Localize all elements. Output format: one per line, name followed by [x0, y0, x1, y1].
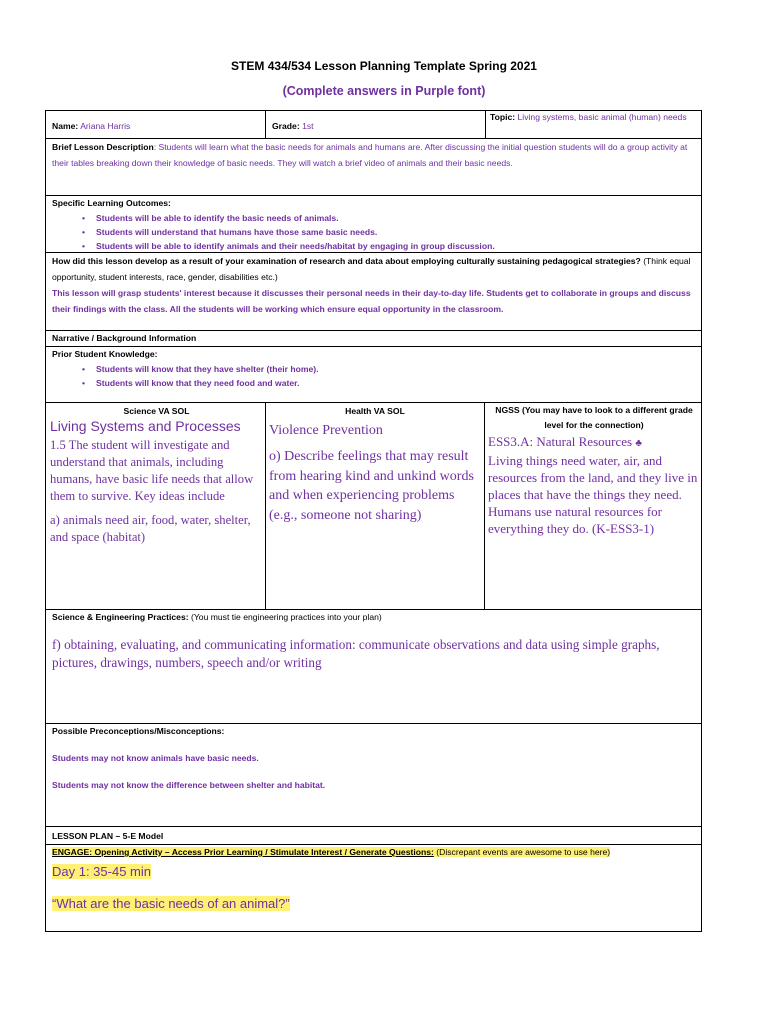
- prior-label: Prior Student Knowledge:: [52, 349, 158, 359]
- description-text: [52, 139, 694, 171]
- info-row: [46, 111, 701, 138]
- practices-row: [46, 609, 701, 723]
- ngss-header: NGSS (You may have to look to a different grade level for the connection): [495, 405, 693, 430]
- practices-cell: [52, 609, 694, 672]
- standards-row: [46, 402, 701, 609]
- lesson-plan-row: [46, 826, 701, 844]
- outcomes-cell: [52, 195, 694, 253]
- engage-row: [46, 844, 701, 931]
- name-cell: [52, 118, 262, 134]
- document-subtitle: (Complete answers in Purple font): [282, 84, 486, 98]
- preconceptions-row: [46, 723, 701, 826]
- prior-cell: [52, 346, 694, 390]
- document-title: STEM 434/534 Lesson Planning Template Spring 2021: [231, 59, 537, 73]
- preconceptions-cell: [52, 723, 694, 793]
- preconceptions-label: Possible Preconceptions/Misconceptions:: [52, 726, 225, 736]
- pedagogy-hint: (Think equal opportunity, student interests, race, gender, disabilities etc.): [52, 256, 691, 282]
- narrative-label: Narrative / Background Information: [52, 333, 197, 343]
- prior-item: • Students will know that they need food and water.: [82, 376, 694, 390]
- practices-hint: (You must tie engineering practices into your plan): [188, 612, 382, 622]
- grade-cell: [272, 118, 482, 134]
- practices-label: Science & Engineering Practices:: [52, 612, 189, 622]
- outcome-item: • Students will be able to identify animals and their needs/habitat by engaging in group discussion.: [82, 239, 694, 253]
- health-sol-heading: Violence Prevention: [269, 423, 383, 438]
- prior-row: [46, 346, 701, 402]
- ngss-text: Living things need water, air, and resources from the land, and they live in places that have the things they need. Humans use natural resources for everything they do. (K-ESS3-1): [488, 453, 698, 536]
- science-sol-cell: [50, 403, 263, 546]
- name-label: Name:: [52, 121, 79, 131]
- ngss-cell: [488, 403, 700, 537]
- lesson-plan-table: [45, 110, 702, 932]
- description-body: : Students will learn what the basic needs for animals and humans are. After discussing the initial question students will do a group activity at their tables breaking down their knowledge of basic needs. They will watch a brief video of animals and their basic needs.: [52, 142, 688, 168]
- engage-question: “What are the basic needs of an animal?”: [52, 896, 290, 911]
- engage-day: Day 1: 35-45 min: [52, 864, 151, 879]
- engage-cell: [52, 845, 697, 913]
- lesson-plan-label: LESSON PLAN – 5-E Model: [52, 831, 164, 841]
- topic-cell: [490, 111, 698, 124]
- grade-value: 1st: [302, 121, 314, 131]
- topic-value: Living systems, basic animal (human) needs: [517, 112, 687, 122]
- pedagogy-cell: [52, 253, 694, 317]
- health-sol-header: Health VA SOL: [345, 406, 405, 416]
- narrative-row: [46, 330, 701, 346]
- outcome-item: • Students will understand that humans have those same basic needs.: [82, 225, 694, 239]
- science-sol-header: Science VA SOL: [123, 406, 190, 416]
- engage-hint: (Discrepant events are awesome to use here): [433, 847, 611, 857]
- pedagogy-row: [46, 252, 701, 330]
- science-sol-heading: Living Systems and Processes: [50, 418, 241, 434]
- engage-label: ENGAGE: Opening Activity – Access Prior Learning / Stimulate Interest / Generate Questions:: [52, 847, 434, 857]
- outcome-item: • Students will be able to identify the basic needs of animals.: [82, 211, 694, 225]
- preconception-item: Students may not know the difference between shelter and habitat.: [52, 780, 326, 790]
- grade-label: Grade:: [272, 121, 300, 131]
- practices-text: f) obtaining, evaluating, and communicating information: communicate observations and data using simple graphs, pictures, drawings, numbers, speech and/or writing: [52, 637, 660, 670]
- prior-item: • Students will know that they have shelter (their home).: [82, 362, 694, 376]
- clover-icon: ♣: [635, 438, 642, 449]
- topic-label: Topic:: [490, 112, 516, 122]
- ngss-heading: ESS3.A: Natural Resources: [488, 434, 633, 449]
- pedagogy-answer: This lesson will grasp students' interest because it discusses their personal needs in their day-to-day life. Students get to collaborate in groups and discuss their findings with the class. All the students will be working which ensure equal opportunity in the classroom.: [52, 288, 691, 314]
- health-sol-cell: [269, 403, 481, 525]
- pedagogy-question: How did this lesson develop as a result of your examination of research and data about employing culturally sustaining pedagogical strategies?: [52, 256, 641, 266]
- description-label: Brief Lesson Description: [52, 142, 154, 152]
- science-sol-text: a) animals need air, food, water, shelter, and space (habitat): [50, 513, 251, 544]
- description-row: [46, 138, 701, 195]
- science-sol-text: 1.5 The student will investigate and understand that animals, including humans, have basic life needs that allow them to survive. Key ideas include: [50, 438, 254, 503]
- health-sol-text: o) Describe feelings that may result from hearing kind and unkind words and when experiencing problems (e.g., someone not sharing): [269, 449, 474, 523]
- outcomes-label: Specific Learning Outcomes:: [52, 198, 171, 208]
- preconception-item: Students may not know animals have basic needs.: [52, 753, 259, 763]
- outcomes-row: [46, 195, 701, 252]
- name-value: Ariana Harris: [80, 121, 131, 131]
